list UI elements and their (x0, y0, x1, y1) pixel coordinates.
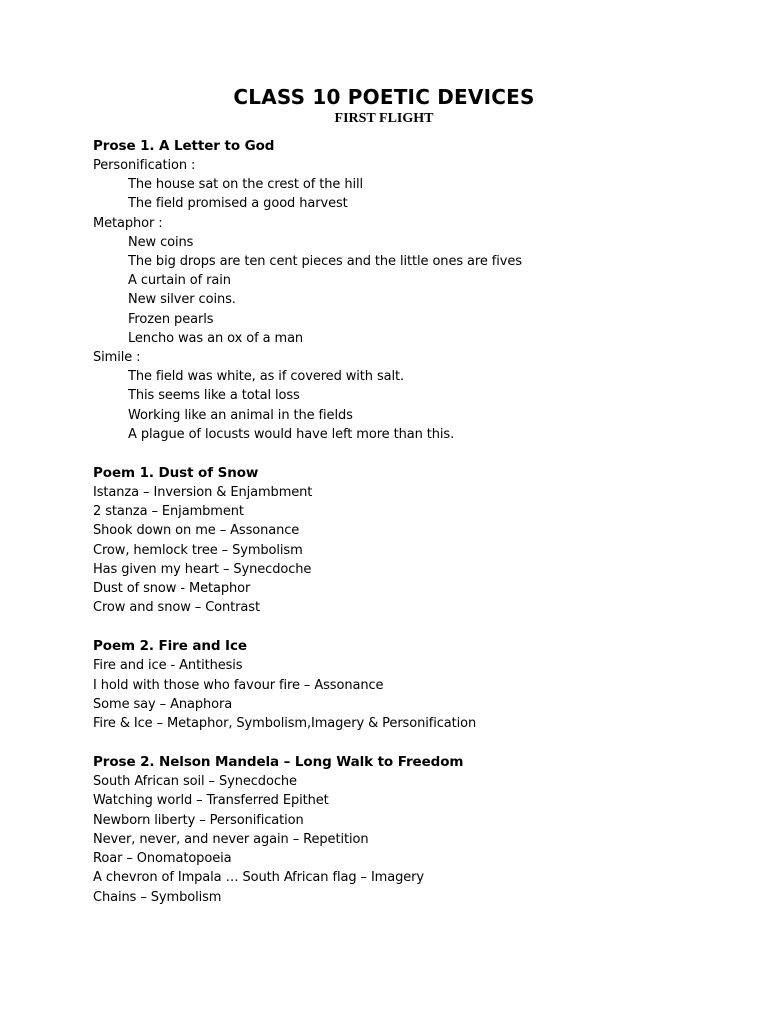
example-line: New silver coins. (128, 292, 236, 308)
device-label-metaphor: Metaphor : (93, 215, 163, 231)
section-poem-1 (93, 463, 713, 617)
page-title: CLASS 10 POETIC DEVICES (233, 85, 535, 109)
section-poem-2 (93, 636, 713, 733)
device-line: Crow and snow – Contrast (93, 600, 260, 616)
device-line: Watching world – Transferred Epithet (93, 793, 329, 809)
device-line: Fire and ice - Antithesis (93, 658, 243, 674)
example-line: New coins (128, 234, 194, 250)
section-heading: Poem 2. Fire and Ice (93, 638, 247, 655)
section-heading: Prose 1. A Letter to God (93, 138, 275, 154)
device-line: Shook down on me – Assonance (93, 523, 300, 539)
example-line: This seems like a total loss (128, 388, 300, 404)
device-line: Never, never, and never again – Repetition (93, 831, 369, 847)
device-line: Roar – Onomatopoeia (93, 851, 232, 867)
device-line: Dust of snow - Metaphor (93, 581, 251, 597)
device-line: Istanza – Inversion & Enjambment (93, 485, 313, 501)
device-line: Fire & Ice – Metaphor, Symbolism,Imagery & Personification (93, 716, 477, 732)
example-line: The big drops are ten cent pieces and the little ones are fives (128, 254, 522, 270)
device-line: Newborn liberty – Personification (93, 812, 304, 828)
device-line: Some say – Anaphora (93, 696, 233, 712)
document-body (93, 136, 713, 907)
example-line: A plague of locusts would have left more than this. (128, 426, 455, 442)
example-line: The field promised a good harvest (128, 196, 348, 212)
example-line: A curtain of rain (128, 273, 231, 289)
device-label-simile: Simile : (93, 350, 141, 366)
device-line: South African soil – Synecdoche (93, 774, 297, 790)
example-line: The house sat on the crest of the hill (128, 177, 364, 193)
page-subtitle: FIRST FLIGHT (334, 111, 434, 126)
device-line: Crow, hemlock tree – Symbolism (93, 542, 303, 558)
device-label-personification: Personification : (93, 158, 196, 173)
section-prose-2 (93, 752, 713, 906)
example-line: Lencho was an ox of a man (128, 330, 304, 346)
example-line: Working like an animal in the fields (128, 407, 353, 423)
example-line: Frozen pearls (128, 311, 214, 327)
device-line: Chains – Symbolism (93, 889, 222, 905)
section-prose-1 (93, 136, 713, 444)
device-line: Has given my heart – Synecdoche (93, 561, 312, 577)
section-heading: Poem 1. Dust of Snow (93, 465, 259, 482)
device-line: 2 stanza – Enjambment (93, 504, 244, 520)
section-heading: Prose 2. Nelson Mandela – Long Walk to Freedom (93, 754, 464, 771)
device-line: A chevron of Impala … South African flag – Imagery (93, 870, 424, 886)
example-line: The field was white, as if covered with salt. (128, 369, 405, 385)
device-line: I hold with those who favour fire – Assonance (93, 677, 384, 693)
